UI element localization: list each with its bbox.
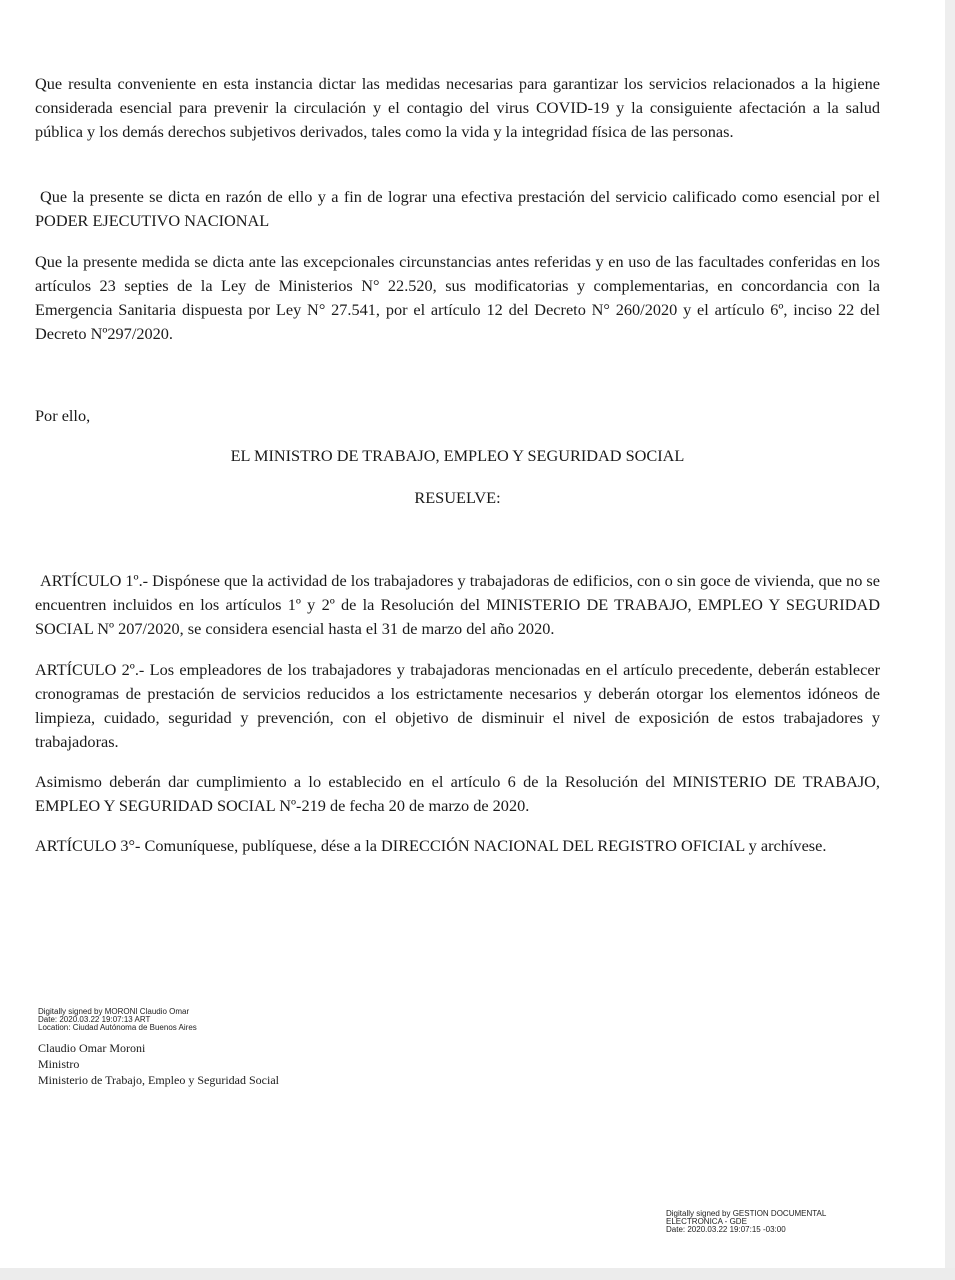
paragraph-considerando-poder-ejecutivo: Que la presente se dicta en razón de ello y a fin de lograr una efectiva prestación del servicio calificado como esencial por el PODER EJECUTIVO NACIONAL	[35, 187, 880, 230]
gde-signature-line: Digitally signed by GESTION DOCUMENTAL	[666, 1209, 827, 1218]
digital-signature-location: Location: Ciudad Autónoma de Buenos Aires	[38, 1023, 197, 1032]
signer-organization: Ministerio de Trabajo, Empleo y Seguridad Social	[38, 1073, 279, 1087]
paragraph-articulo-2: ARTÍCULO 2º.- Los empleadores de los trabajadores y trabajadoras mencionadas en el artículo precedente, deberán establecer cronogramas de prestación de servicios reducidos a los estrictamente necesarios y deberán otorgar los elementos idóneos de limpieza, cuidado, seguridad y prevención, con el objetivo de disminuir el nivel de exposición de estos trabajadores y trabajadoras.	[35, 660, 880, 751]
paragraph-por-ello: Por ello,	[35, 406, 91, 425]
page-bottom-margin	[0, 1268, 955, 1280]
gde-signature-date: Date: 2020.03.22 19:07:15 -03:00	[666, 1225, 786, 1234]
paragraph-asimismo: Asimismo deberán dar cumplimiento a lo establecido en el artículo 6 de la Resolución del MINISTERIO DE TRABAJO, EMPLEO Y SEGURIDAD SOCIAL Nº-219 de fecha 20 de marzo de 2020.	[35, 772, 880, 815]
page-right-margin	[945, 0, 955, 1280]
digital-signature-line: Digitally signed by MORONI Claudio Omar	[38, 1007, 190, 1016]
paragraph-considerando-higiene: Que resulta conveniente en esta instancia dictar las medidas necesarias para garantizar los servicios relacionados a la higiene considerada esencial para prevenir la circulación y el contagio del virus COVID-19 y la consiguiente afectación a la salud pública y los demás derechos subjetivos derivados, tales como la vida y la integridad física de las personas.	[35, 74, 880, 141]
paragraph-articulo-3: ARTÍCULO 3°- Comuníquese, publíquese, dése a la DIRECCIÓN NACIONAL DEL REGISTRO OFICIAL y archívese.	[35, 836, 827, 855]
gde-signature-line-2: ELECTRONICA - GDE	[666, 1217, 747, 1226]
heading-resuelve: RESUELVE:	[414, 488, 501, 507]
paragraph-articulo-1: ARTÍCULO 1º.- Dispónese que la actividad de los trabajadores y trabajadoras de edificios, con o sin goce de vivienda, que no se encuentren incluidos en los artículos 1º y 2º de la Resolución del MINISTERIO DE TRABAJO, EMPLEO Y SEGURIDAD SOCIAL Nº 207/2020, se considera esencial hasta el 31 de marzo del año 2020.	[35, 571, 880, 638]
digital-signature-date: Date: 2020.03.22 19:07:13 ART	[38, 1015, 151, 1024]
paragraph-considerando-facultades: Que la presente medida se dicta ante las excepcionales circunstancias antes referidas y en uso de las facultades conferidas en los artículos 23 septies de la Ley de Ministerios N° 22.520, sus modificatorias y complementarias, en concordancia con la Emergencia Sanitaria dispuesta por Ley N° 27.541, por el artículo 12 del Decreto N° 260/2020 y el artículo 6º, inciso 22 del Decreto Nº297/2020.	[35, 252, 880, 343]
signer-name: Claudio Omar Moroni	[38, 1041, 146, 1055]
signer-role: Ministro	[38, 1057, 80, 1071]
heading-ministro: EL MINISTRO DE TRABAJO, EMPLEO Y SEGURIDAD SOCIAL	[230, 446, 685, 465]
